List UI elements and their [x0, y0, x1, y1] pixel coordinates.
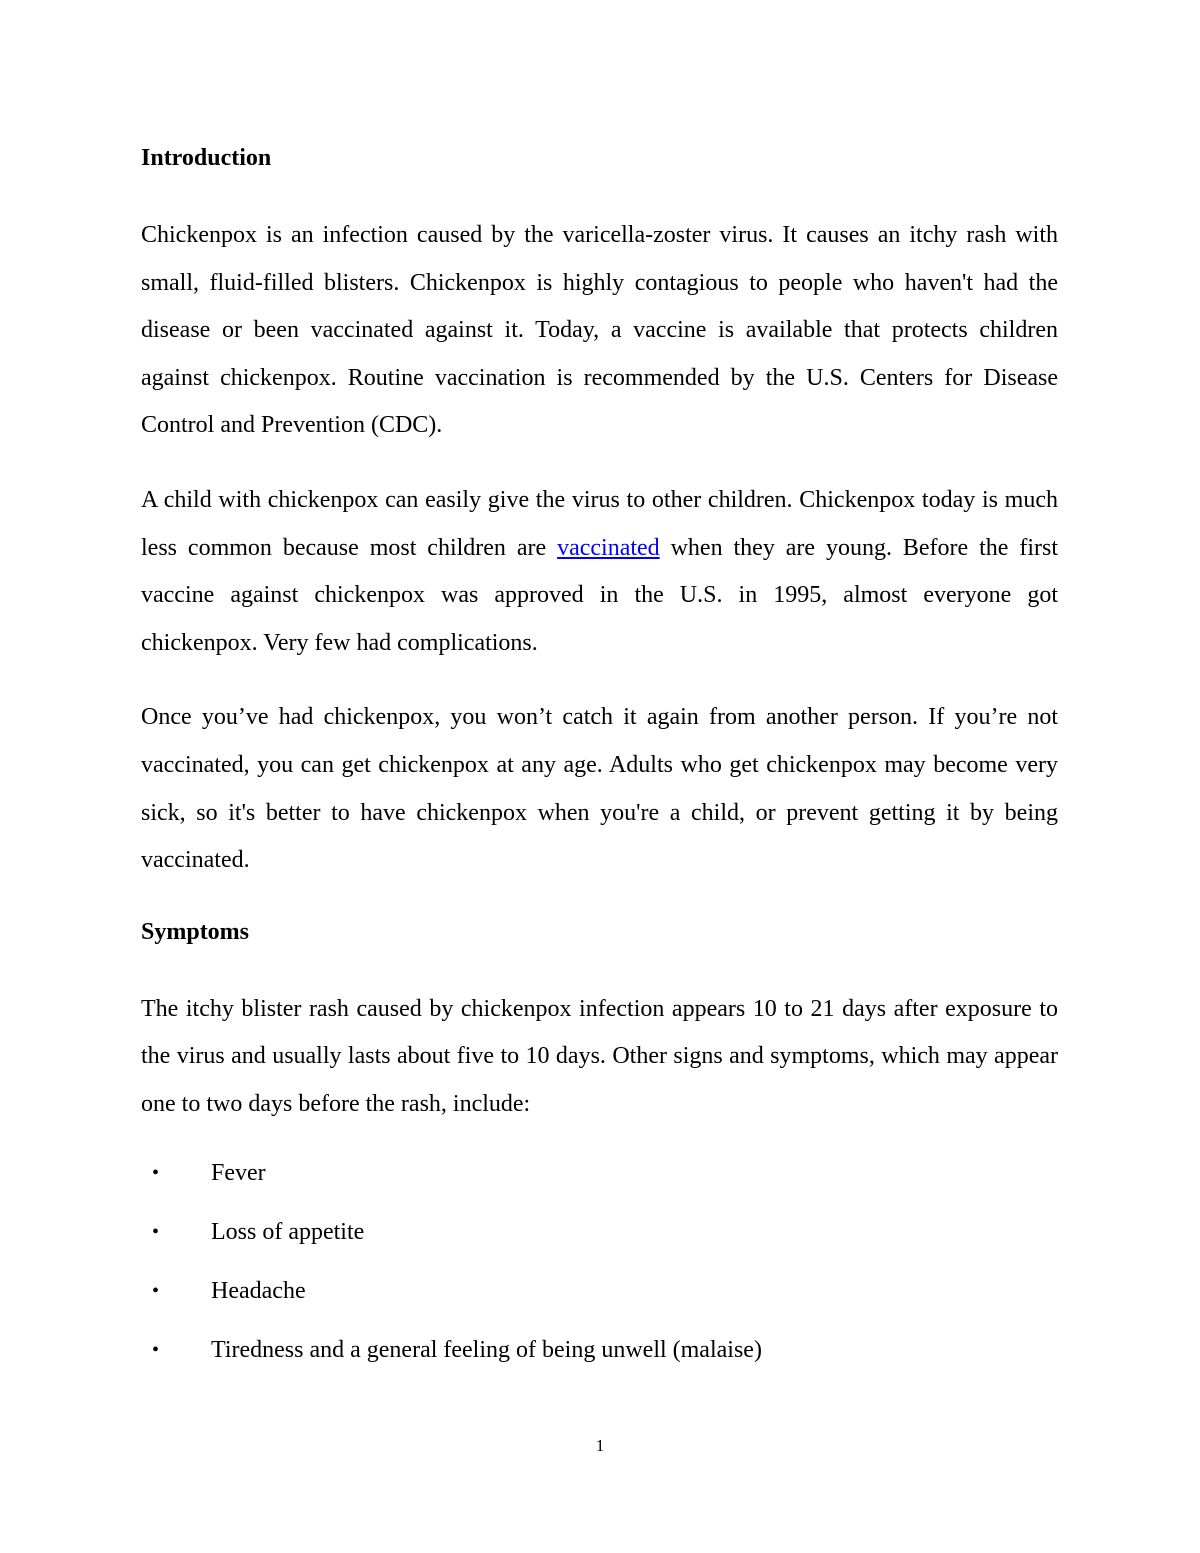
bullet-icon: •: [152, 1220, 160, 1243]
list-item-text: Fever: [211, 1159, 266, 1186]
list-item: [141, 1158, 1058, 1188]
bullet-icon: •: [152, 1279, 160, 1302]
list-item: [141, 1335, 1058, 1365]
symptoms-heading: Symptoms: [141, 918, 250, 945]
page-number: 1: [595, 1436, 605, 1455]
list-item-text: Tiredness and a general feeling of being unwell (malaise): [211, 1336, 762, 1363]
list-item-text: Loss of appetite: [211, 1218, 365, 1245]
introduction-paragraph-2: [141, 477, 1058, 667]
paragraph-text-after-link: when they are young. Before the first vaccine against chickenpox was approved in the U.S. in 1995, almost everyone got chickenpox. Very few had complications.: [141, 534, 1058, 656]
paragraph-text-before-link: A child with chickenpox can easily give the virus to other children. Chickenpox today is much less common because most children are: [141, 486, 1058, 561]
introduction-heading: Introduction: [141, 145, 272, 171]
bullet-icon: •: [152, 1338, 160, 1361]
list-item-text: Headache: [211, 1277, 306, 1304]
introduction-paragraph-1: Chickenpox is an infection caused by the varicella-zoster virus. It causes an itchy rash with small, fluid-filled blisters. Chickenpox is highly contagious to people who haven't had the disease or been vaccinated against it. Today, a vaccine is available that protects children against chickenpox. Routine vaccination is recommended by the U.S. Centers for Disease Control and Prevention (CDC).: [141, 222, 1058, 439]
document-body: [141, 138, 1058, 1394]
symptoms-list: [141, 1158, 1058, 1365]
bullet-icon: •: [152, 1161, 160, 1184]
introduction-paragraph-3: Once you’ve had chickenpox, you won’t catch it again from another person. If you’re not vaccinated, you can get chickenpox at any age. Adults who get chickenpox may become very sick, so it's better to have chickenpox when you're a child, or prevent getting it by being vaccinated.: [141, 704, 1058, 874]
symptoms-paragraph: The itchy blister rash caused by chickenpox infection appears 10 to 21 days after exposure to the virus and usually lasts about five to 10 days. Other signs and symptoms, which may appear one to two days before the rash, include:: [141, 995, 1058, 1117]
list-item: [141, 1276, 1058, 1306]
list-item: [141, 1217, 1058, 1247]
vaccinated-link[interactable]: vaccinated: [557, 534, 660, 561]
